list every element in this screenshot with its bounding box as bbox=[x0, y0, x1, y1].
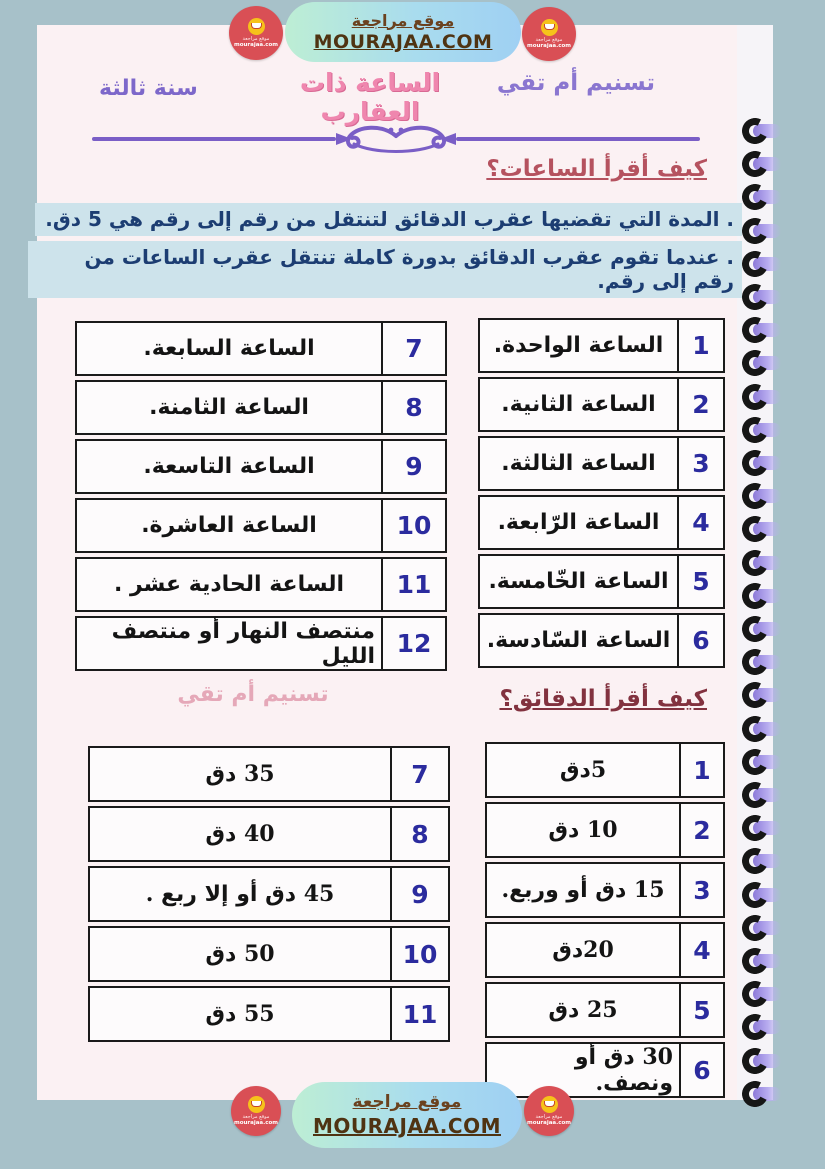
row-number: 3 bbox=[679, 864, 723, 916]
table-row bbox=[88, 806, 450, 862]
row-label: 25 دق bbox=[548, 997, 618, 1023]
site-url: MOURAJAA.COM bbox=[313, 1113, 501, 1138]
row-number: 6 bbox=[679, 1044, 723, 1096]
table-row bbox=[75, 557, 447, 612]
row-label: الساعة الحادية عشر . bbox=[113, 572, 345, 597]
table-row bbox=[485, 1042, 725, 1098]
table-row bbox=[75, 321, 447, 376]
hours-table-7-12 bbox=[75, 321, 447, 675]
row-number: 12 bbox=[381, 618, 445, 669]
table-row bbox=[88, 926, 450, 982]
row-number: 11 bbox=[390, 988, 448, 1040]
table-row bbox=[485, 982, 725, 1038]
table-row bbox=[478, 554, 725, 609]
row-label: الساعة السّادسة. bbox=[486, 628, 671, 653]
row-label: 55 دق bbox=[205, 1001, 275, 1027]
table-row bbox=[88, 746, 450, 802]
row-label: الساعة الثانية. bbox=[501, 392, 656, 417]
row-number: 3 bbox=[677, 438, 723, 489]
logo-book-icon bbox=[248, 1096, 265, 1113]
table-row bbox=[88, 986, 450, 1042]
row-number: 7 bbox=[390, 748, 448, 800]
row-label: الساعة الثامنة. bbox=[149, 395, 309, 420]
site-url: MOURAJAA.COM bbox=[313, 30, 493, 53]
grade-label: سنة ثالثة bbox=[99, 76, 198, 101]
row-label: الساعة الرّابعة. bbox=[497, 510, 660, 535]
paper-edge-strip bbox=[737, 25, 773, 1100]
minutes-table-1-6 bbox=[485, 742, 725, 1102]
row-label: منتصف النهار أو منتصف الليل bbox=[111, 618, 375, 669]
logo-label-ar: موقع مراجعة bbox=[535, 1113, 563, 1120]
row-number: 10 bbox=[390, 928, 448, 980]
row-label: 5دق bbox=[559, 757, 607, 783]
table-row bbox=[478, 377, 725, 432]
logo-label-ar: موقع مراجعة bbox=[535, 36, 563, 43]
row-number: 6 bbox=[677, 615, 723, 666]
row-number: 11 bbox=[381, 559, 445, 610]
row-label: 10 دق bbox=[548, 817, 618, 843]
row-label: 45 دق أو إلا ربع . bbox=[145, 881, 335, 907]
logo-label-en: mourajaa.com bbox=[526, 43, 572, 50]
table-row bbox=[88, 866, 450, 922]
table-row bbox=[75, 380, 447, 435]
logo-label-ar: موقع مراجعة bbox=[242, 1113, 270, 1120]
row-number: 9 bbox=[381, 441, 445, 492]
row-number: 2 bbox=[677, 379, 723, 430]
hours-table-1-6 bbox=[478, 318, 725, 672]
site-logo bbox=[524, 1086, 574, 1136]
row-number: 1 bbox=[677, 320, 723, 371]
logo-label-en: mourajaa.com bbox=[233, 42, 279, 49]
site-name-arabic: موقع مراجعة bbox=[351, 10, 455, 30]
row-label: 15 دق أو وربع. bbox=[501, 877, 665, 903]
logo-book-icon bbox=[248, 18, 265, 35]
site-logo bbox=[231, 1086, 281, 1136]
site-logo bbox=[229, 6, 283, 60]
table-row bbox=[478, 613, 725, 668]
table-row bbox=[485, 742, 725, 798]
row-number: 9 bbox=[390, 868, 448, 920]
table-row bbox=[478, 318, 725, 373]
row-number: 4 bbox=[679, 924, 723, 976]
logo-label-ar: موقع مراجعة bbox=[242, 35, 270, 42]
row-label: الساعة الثالثة. bbox=[501, 451, 656, 476]
row-number: 7 bbox=[381, 323, 445, 374]
note-text: . المدة التي تقضيها عقرب الدقائق لتنتقل من رقم إلى رقم هي 5 دق. bbox=[35, 203, 742, 236]
row-number: 5 bbox=[679, 984, 723, 1036]
section-heading-minutes: كيف أقرأ الدقائق؟ bbox=[499, 686, 707, 712]
student-name: تسنيم أم تقي bbox=[496, 70, 655, 96]
row-label: 30 دق أو ونصف. bbox=[574, 1044, 673, 1096]
row-label: الساعة الواحدة. bbox=[493, 333, 664, 358]
header-site-badge bbox=[285, 2, 521, 62]
row-number: 5 bbox=[677, 556, 723, 607]
row-number: 1 bbox=[679, 744, 723, 796]
minutes-table-7-11 bbox=[88, 746, 450, 1046]
table-row bbox=[485, 862, 725, 918]
logo-label-en: mourajaa.com bbox=[233, 1120, 279, 1127]
ornamental-divider bbox=[90, 120, 702, 160]
row-number: 8 bbox=[390, 808, 448, 860]
table-row bbox=[478, 436, 725, 491]
row-label: الساعة الخّامسة. bbox=[488, 569, 669, 594]
table-row bbox=[485, 802, 725, 858]
logo-book-icon bbox=[541, 19, 558, 36]
row-number: 10 bbox=[381, 500, 445, 551]
row-label: 20دق bbox=[552, 937, 614, 963]
note-line bbox=[28, 203, 742, 236]
logo-book-icon bbox=[541, 1096, 558, 1113]
table-row bbox=[478, 495, 725, 550]
table-row bbox=[485, 922, 725, 978]
site-logo bbox=[522, 7, 576, 61]
page-title: الساعة ذات العقارب bbox=[299, 68, 441, 126]
table-row bbox=[75, 498, 447, 553]
row-label: الساعة العاشرة. bbox=[141, 513, 317, 538]
row-label: الساعة التاسعة. bbox=[143, 454, 315, 479]
row-label: 40 دق bbox=[205, 821, 275, 847]
site-name-arabic: موقع مراجعة bbox=[352, 1092, 462, 1113]
watermark-student-name: تسنيم أم تقي bbox=[177, 682, 329, 707]
logo-label-en: mourajaa.com bbox=[526, 1120, 572, 1127]
section-heading-hours: كيف أقرأ الساعات؟ bbox=[486, 156, 707, 182]
table-row bbox=[75, 616, 447, 671]
notes-block bbox=[28, 203, 742, 303]
table-row bbox=[75, 439, 447, 494]
row-label: 35 دق bbox=[205, 761, 275, 787]
note-text: . عندما تقوم عقرب الدقائق بدورة كاملة تنتقل عقرب الساعات من رقم إلى رقم. bbox=[28, 241, 742, 298]
row-label: الساعة السابعة. bbox=[143, 336, 315, 361]
row-label: 50 دق bbox=[205, 941, 275, 967]
row-number: 2 bbox=[679, 804, 723, 856]
footer-site-badge bbox=[292, 1082, 522, 1148]
note-line bbox=[28, 241, 742, 298]
row-number: 4 bbox=[677, 497, 723, 548]
row-number: 8 bbox=[381, 382, 445, 433]
